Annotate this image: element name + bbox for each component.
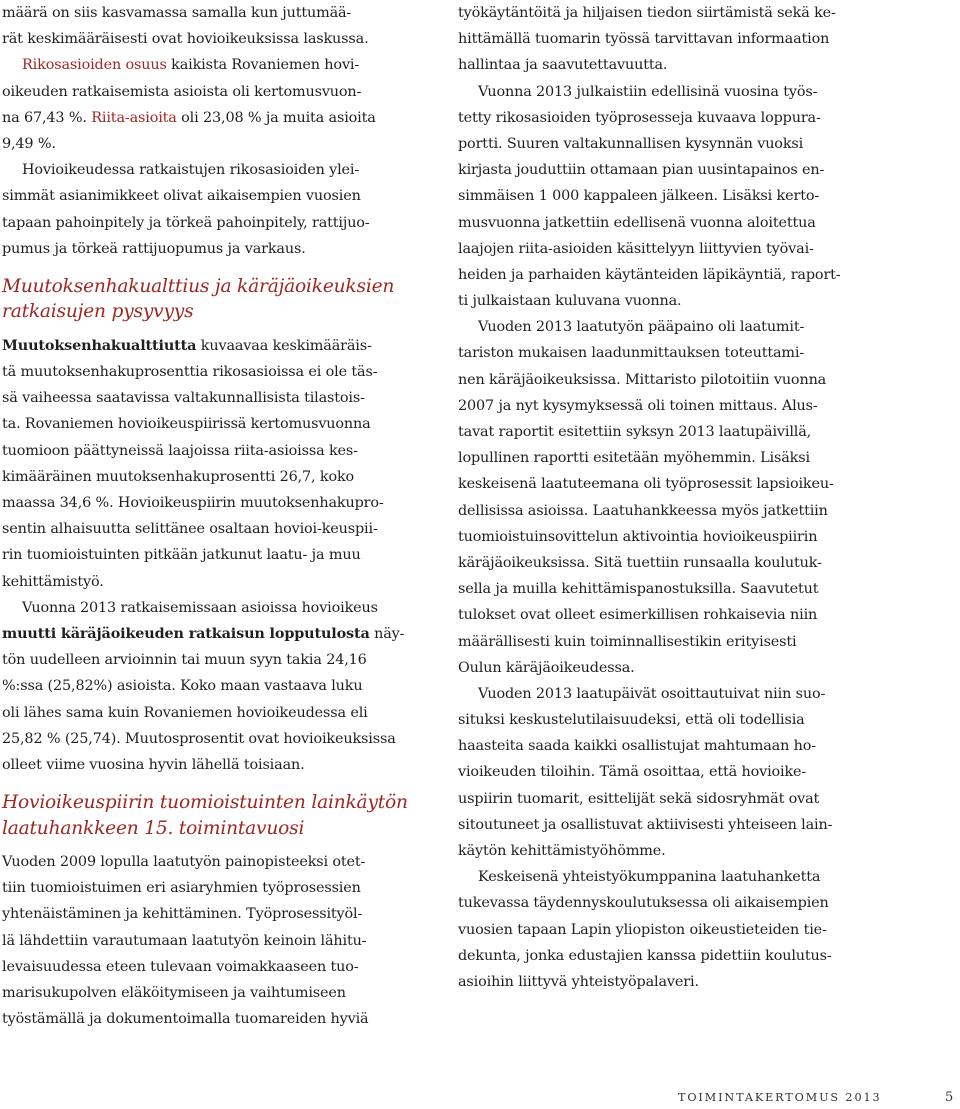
text-line: työkäytäntöitä ja hiljaisen tiedon siirtämistä sekä ke- xyxy=(458,5,836,21)
paragraph xyxy=(2,0,420,52)
paragraph xyxy=(458,0,900,79)
text-line: Vuonna 2013 ratkaisemissaan asioissa hovioikeus xyxy=(22,599,378,616)
text-line: sentin alhaisuutta selittänee osaltaan hovioi-keuspii- xyxy=(2,521,378,538)
text-line: 9,49 %. xyxy=(2,135,56,152)
text-line: kirjasta jouduttiin ottamaan pian uusintapainos en- xyxy=(458,162,825,179)
text-line: asioihin liittyvä yhteistyöpalaveri. xyxy=(458,973,699,990)
text-line: rät keskimääräisesti ovat hovioikeuksissa laskussa. xyxy=(2,31,369,48)
text-line: dekunta, jonka edustajien kanssa pidettiin koulutus- xyxy=(458,947,832,964)
text-line: ti julkaistaan kuluvana vuonna. xyxy=(458,293,682,310)
text-line: hittämällä tuomarin työssä tarvittavan informaation xyxy=(458,31,830,48)
text-line: tariston mukaisen laadunmittauksen toteuttami- xyxy=(458,345,805,362)
text-line: tulokset ovat olleet esimerkillisen rohkaisevia niin xyxy=(458,607,818,624)
text-line: maassa 34,6 %. Hovioikeuspiirin muutoksenhakupro- xyxy=(2,495,384,511)
text-line: nen käräjäoikeuksissa. Mittaristo pilotoitiin vuonna xyxy=(458,371,827,388)
text-line: Keskeisenä yhteistyökumppanina laatuhanketta xyxy=(478,869,821,886)
text-line: lä lähdettiin varautumaan laatutyön keinoin lähitu- xyxy=(2,932,367,949)
text-line xyxy=(2,52,420,78)
heading-line: Muutoksenhakualttius ja käräjäoikeuksien xyxy=(2,275,395,297)
paragraph-appeal-rate xyxy=(2,333,420,595)
text-line: portti. Suuren valtakunnallisen kysynnän vuoksi xyxy=(458,135,804,152)
text-line: rin tuomioistuinten pitkään jatkunut laatu- ja muu xyxy=(2,547,361,564)
text-line: lopullinen raportti esitetään myöhemmin. Lisäksi xyxy=(458,450,810,467)
text-line: sitoutuneet ja osallistuvat aktiivisesti yhteiseen lain- xyxy=(458,816,833,833)
text-line: tavat raportit esitettiin syksyn 2013 laatupäivillä, xyxy=(458,424,812,440)
text-line: ta. Rovaniemen hovioikeuspiirissä kertomusvuonna xyxy=(2,416,371,433)
text-line: keskeisenä laatuteemana oli työprosessit lapsioikeu- xyxy=(458,476,834,493)
text-line: sella ja muilla kehittämispanostuksilla. Saavutetut xyxy=(458,581,819,598)
paragraph xyxy=(458,314,900,681)
footer-title: TOIMINTAKERTOMUS 2013 xyxy=(678,1091,882,1104)
text-line: musvuonna jatkettiin edellisenä vuonna aloitettua xyxy=(458,214,816,231)
bold-term: muutti käräjäoikeuden ratkaisun lopputulosta xyxy=(2,624,370,642)
text-line: tiin tuomioistuimen eri asiaryhmien työprosessien xyxy=(2,880,361,897)
text-line xyxy=(2,105,420,131)
text-line: sä vaiheessa saatavissa valtakunnallisista tilastois- xyxy=(2,390,365,407)
text-line: Vuoden 2013 laatupäivät osoittautuivat niin suo- xyxy=(478,685,826,702)
heading-line: ratkaisujen pysyvyys xyxy=(2,301,194,323)
section-heading-quality-project xyxy=(2,790,420,841)
text-line: tuomioistuinsovittelun aktivointia hovioikeuspiirin xyxy=(458,528,818,545)
text-line: vuosien tapaan Lapin yliopiston oikeustieteiden tie- xyxy=(458,921,827,938)
text-line: oikeuden ratkaisemista asioista oli kertomusvuon- xyxy=(2,83,362,100)
paragraph xyxy=(458,681,900,864)
text-line: tä muutoksenhakuprosenttia rikosasioissa ei ole täs- xyxy=(2,364,378,381)
text-line: vioikeuden tiloihin. Tämä osoittaa, että hovioike- xyxy=(458,764,807,781)
text-line: heiden ja parhaiden käytänteiden läpikäyntiä, raport- xyxy=(458,266,841,283)
right-column xyxy=(458,0,900,995)
text-span: näy- xyxy=(369,625,405,642)
heading-line: laatuhankkeen 15. toimintavuosi xyxy=(2,817,305,839)
text-line: Vuoden 2013 laatutyön pääpaino oli laatumit- xyxy=(478,319,805,336)
text-line: hallintaa ja saavutettavuutta. xyxy=(458,57,668,74)
heading-line: Hovioikeuspiirin tuomioistuinten lainkäytön xyxy=(2,792,408,814)
highlight-civil-cases: Riita-asioita xyxy=(91,109,177,126)
text-line: Hovioikeudessa ratkaistujen rikosasioiden ylei- xyxy=(22,162,360,179)
text-line: situksi keskustelutilaisuudeksi, että oli todellisia xyxy=(458,712,805,729)
text-line: yhtenäistäminen ja kehittäminen. Työprosessityöl- xyxy=(2,906,363,923)
left-column xyxy=(2,0,420,1032)
text-line: käytön kehittämistyöhömme. xyxy=(458,843,666,859)
text-line: tapaan pahoinpitely ja törkeä pahoinpitely, rattijuo- xyxy=(2,214,370,231)
text-line: marisukupolven eläköitymiseen ja vaihtumiseen xyxy=(2,985,346,1001)
text-line: työstämällä ja dokumentoimalla tuomareiden hyviä xyxy=(2,1011,369,1028)
page-number: 5 xyxy=(945,1090,954,1105)
text-line: Oulun käräjäoikeudessa. xyxy=(458,659,635,676)
page-footer xyxy=(678,1090,958,1106)
text-span: oli 23,08 % ja muita asioita xyxy=(176,109,376,126)
paragraph-case-shares xyxy=(2,52,420,157)
text-line: tuomioon päättyneissä laajoissa riita-asioissa kes- xyxy=(2,442,358,459)
paragraph xyxy=(2,157,420,262)
text-line: määrällisesti kuin toiminnallisestikin erityisesti xyxy=(458,633,797,650)
text-line: Vuonna 2013 julkaistiin edellisinä vuosina työs- xyxy=(478,83,818,100)
section-heading-appeal-rate xyxy=(2,274,420,325)
text-line: olleet viime vuosina hyvin lähellä toisiaan. xyxy=(2,756,305,773)
text-line xyxy=(2,621,420,647)
text-line: levaisuudessa eteen tulevaan voimakkaaseen tuo- xyxy=(2,958,359,975)
paragraph-changed-rulings xyxy=(2,595,420,778)
text-line: 25,82 % (25,74). Muutosprosentit ovat hovioikeuksissa xyxy=(2,730,396,747)
text-span: kaikista Rovaniemen hovi- xyxy=(166,57,360,74)
text-line: oli lähes sama kuin Rovaniemen hovioikeudessa eli xyxy=(2,704,368,721)
paragraph xyxy=(458,864,900,995)
paragraph xyxy=(2,849,420,1032)
text-line: simmät asianimikkeet olivat aikaisempien vuosien xyxy=(2,188,361,205)
text-line: tön uudelleen arvioinnin tai muun syyn takia 24,16 xyxy=(2,652,367,669)
text-line: kimääräinen muutoksenhakuprosentti 26,7, koko xyxy=(2,468,355,485)
text-line: simmäisen 1 000 kappaleen jälkeen. Lisäksi kerto- xyxy=(458,188,820,205)
paragraph xyxy=(458,79,900,315)
text-line: 2007 ja nyt kysymyksessä oli toinen mittaus. Alus- xyxy=(458,397,818,414)
text-line: laajojen riita-asioiden käsittelyyn liittyvien työvai- xyxy=(458,240,814,257)
text-line: käräjäoikeuksissa. Sitä tuettiin runsaalla koulutuk- xyxy=(458,554,822,571)
text-line: määrä on siis kasvamassa samalla kun juttumää- xyxy=(2,5,352,21)
text-span: na 67,43 %. xyxy=(2,109,92,126)
text-line xyxy=(2,333,420,359)
text-line: tetty rikosasioiden työprosesseja kuvaava loppura- xyxy=(458,109,821,126)
text-line: haasteita saada kaikki osallistujat mahtumaan ho- xyxy=(458,738,816,755)
text-line: uspiirin tuomarit, esittelijät sekä sidosryhmät ovat xyxy=(458,790,820,807)
text-line: Vuoden 2009 lopulla laatutyön painopisteeksi otet- xyxy=(2,854,366,871)
text-line: dellisissa asioissa. Laatuhankkeessa myös jatkettiin xyxy=(458,502,828,519)
text-line: tukevassa täydennyskoulutuksessa oli aikaisempien xyxy=(458,895,829,912)
text-line: %:ssa (25,82%) asioista. Koko maan vastaava luku xyxy=(2,678,363,695)
bold-term: Muutoksenhakualttiutta xyxy=(2,336,197,354)
text-span: kuvaavaa keskimääräis- xyxy=(196,337,372,354)
highlight-criminal-share: Rikosasioiden osuus xyxy=(22,57,167,74)
text-line: pumus ja törkeä rattijuopumus ja varkaus. xyxy=(2,240,306,257)
text-line: kehittämistyö. xyxy=(2,573,104,590)
